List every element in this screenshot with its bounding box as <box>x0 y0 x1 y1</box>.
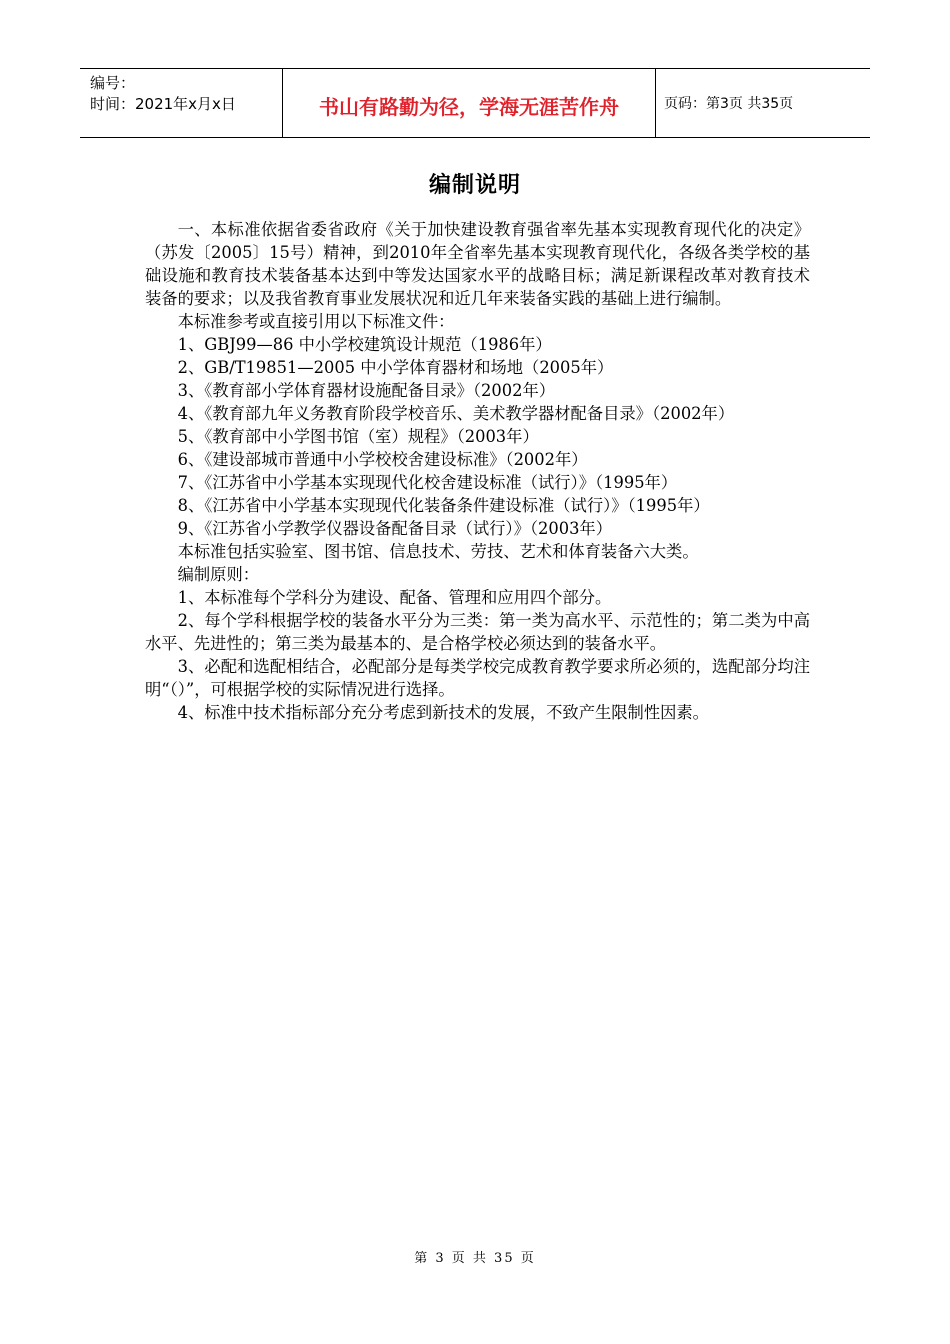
paragraph: 2、每个学科根据学校的装备水平分为三类：第一类为高水平、示范性的；第二类为中高水平、先进性的；第三类为最基本的、是合格学校必须达到的装备水平。 <box>145 611 810 653</box>
time-label: 时间：2021年x月x日 <box>90 95 236 113</box>
paragraph: 7、《江苏省中小学基本实现现代化校舍建设标准（试行）》（1995年） <box>177 473 678 492</box>
paragraph: 1、本标准每个学科分为建设、配备、管理和应用四个部分。 <box>177 588 612 607</box>
header-meta <box>80 69 282 137</box>
page-footer: 第 3 页 共 35 页 <box>414 1251 536 1266</box>
paragraph: 一、本标准依据省委省政府《关于加快建设教育强省率先基本实现教育现代化的决定》（苏发〔2005〕15号）精神，到2010年全省率先基本实现教育现代化，各级各类学校的基础设施和教育技术装备基本达到中等发达国家水平的战略目标；满足新课程改革对教育技术装备的要求；以及我省教育事业发展状况和近几年来装备实践的基础上进行编制。 <box>145 220 810 308</box>
paragraph: 4、《教育部九年义务教育阶段学校音乐、美术教学器材配备目录》（2002年） <box>177 404 735 423</box>
paragraph: 本标准参考或直接引用以下标准文件： <box>177 312 455 331</box>
paragraph: 3、《教育部小学体育器材设施配备目录》（2002年） <box>177 381 556 400</box>
paragraph: 9、《江苏省小学教学仪器设备配备目录（试行）》（2003年） <box>177 519 612 538</box>
paragraph: 编制原则： <box>177 565 260 584</box>
paragraph: 5、《教育部中小学图书馆（室）规程》（2003年） <box>177 427 539 446</box>
paragraph: 4、标准中技术指标部分充分考虑到新技术的发展，不致产生限制性因素。 <box>177 703 709 722</box>
document-title: 编制说明 <box>428 173 521 198</box>
paragraph: 8、《江苏省中小学基本实现现代化装备条件建设标准（试行）》（1995年） <box>177 496 710 515</box>
paragraph: 2、GB/T19851—2005 中小学体育器材和场地（2005年） <box>177 358 614 377</box>
number-label: 编号： <box>90 74 136 92</box>
page-header <box>80 68 870 138</box>
paragraph: 1、GBJ99—86 中小学校建筑设计规范（1986年） <box>177 335 552 354</box>
motto: 书山有路勤为径，学海无涯苦作舟 <box>282 69 656 137</box>
page-info: 页码：第3页 共35页 <box>664 96 794 112</box>
paragraph: 3、必配和选配相结合，必配部分是每类学校完成教育教学要求所必须的，选配部分均注明“（）”，可根据学校的实际情况进行选择。 <box>145 657 810 699</box>
paragraph: 6、《建设部城市普通中小学校校舍建设标准》（2002年） <box>177 450 588 469</box>
paragraph: 本标准包括实验室、图书馆、信息技术、劳技、艺术和体育装备六大类。 <box>177 542 699 561</box>
document-body <box>145 218 810 724</box>
